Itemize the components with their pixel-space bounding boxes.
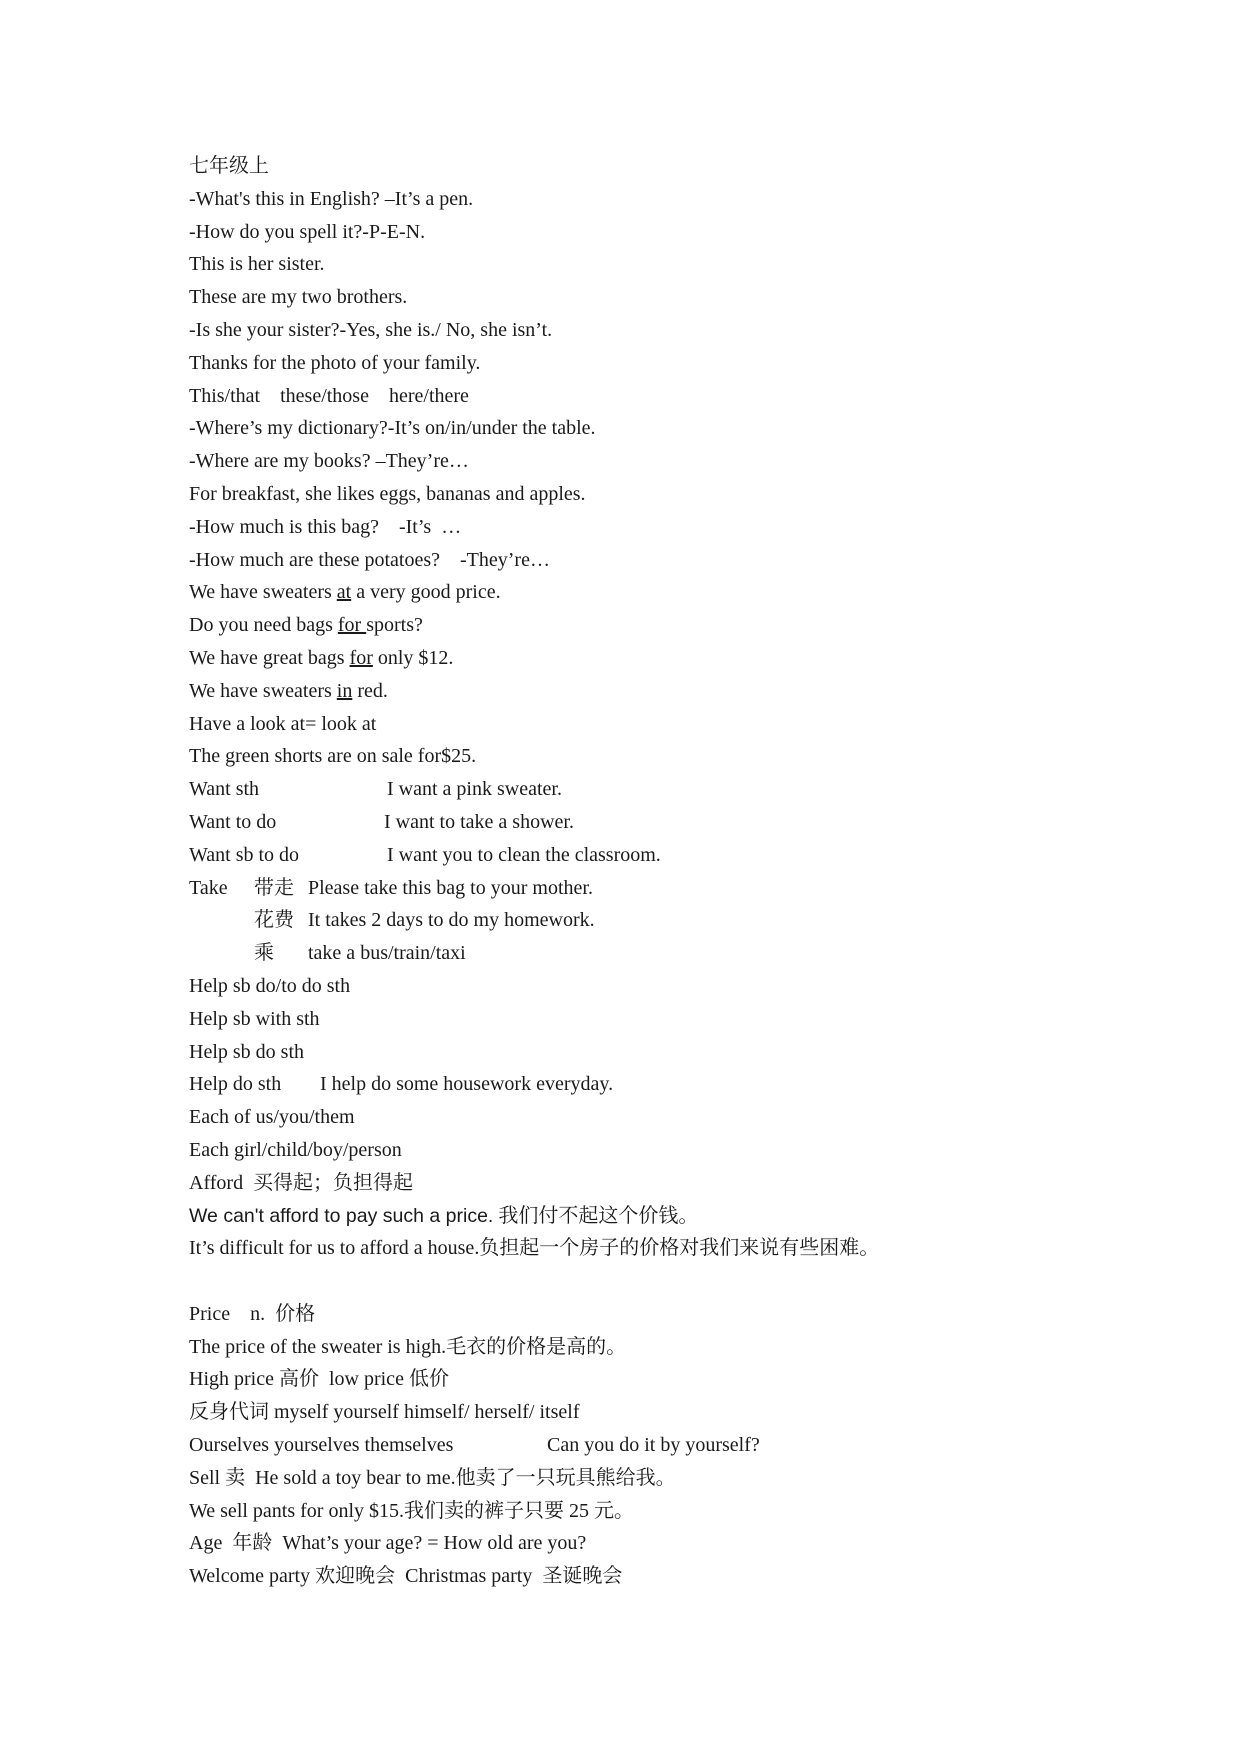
text-span: We have sweaters xyxy=(189,679,337,702)
text-line: These are my two brothers. xyxy=(189,286,408,309)
text-line xyxy=(189,1068,1189,1101)
translation: 我们付不起这个价钱。 xyxy=(493,1204,699,1227)
text-line: High price 高价 low price 低价 xyxy=(189,1368,449,1391)
phrase: Want to do xyxy=(189,810,277,833)
text-line: Welcome party 欢迎晚会 Christmas party 圣诞晚会 xyxy=(189,1565,623,1588)
text-line: Thanks for the photo of your family. xyxy=(189,351,481,374)
text-line: Age 年龄 What’s your age? = How old are you? xyxy=(189,1532,587,1555)
text-line: Help sb do/to do sth xyxy=(189,974,351,997)
text-line xyxy=(189,675,1189,708)
phrase: Take xyxy=(189,876,228,899)
text-line xyxy=(189,904,1189,937)
phrase: Want sb to do xyxy=(189,843,300,866)
example: I help do some housework everyday. xyxy=(320,1073,614,1096)
sans-sentence: We can't afford to pay such a price. xyxy=(189,1204,494,1227)
meaning: 花费 xyxy=(254,909,294,932)
text-line: -Where’s my dictionary?-It’s on/in/under the table. xyxy=(189,417,596,440)
text-line xyxy=(189,1200,1189,1233)
meaning: 乘 xyxy=(254,942,274,965)
text-line: Price n. 价格 xyxy=(189,1302,316,1325)
text-line: -How much are these potatoes? -They’re… xyxy=(189,548,550,571)
text-line: -How much is this bag? -It’s … xyxy=(189,515,462,538)
text-line: We sell pants for only $15.我们卖的裤子只要 25 元。 xyxy=(189,1499,635,1522)
text-span: sports? xyxy=(366,614,423,637)
text-line xyxy=(189,609,1189,642)
text-line: Help sb do sth xyxy=(189,1040,304,1063)
text-span: Do you need bags xyxy=(189,614,338,637)
text-line xyxy=(189,642,1189,675)
text-line: For breakfast, she likes eggs, bananas and apples. xyxy=(189,482,586,505)
text-line: The price of the sweater is high.毛衣的价格是高的。 xyxy=(189,1335,627,1358)
text-line: Help sb with sth xyxy=(189,1007,320,1030)
text-line: -How do you spell it?-P-E-N. xyxy=(189,220,426,243)
text-line xyxy=(189,576,1189,609)
text-line: -What's this in English? –It’s a pen. xyxy=(189,187,474,210)
example: It takes 2 days to do my homework. xyxy=(308,909,595,932)
text-line xyxy=(189,937,1189,970)
text-line: Have a look at= look at xyxy=(189,712,377,735)
text-span: red. xyxy=(352,679,388,702)
phrase: Want sth xyxy=(189,778,260,801)
text-line xyxy=(189,806,1189,839)
underlined-word: for xyxy=(337,614,367,637)
text-line: Each girl/child/boy/person xyxy=(189,1138,402,1161)
example: take a bus/train/taxi xyxy=(308,942,466,965)
text-line: Afford 买得起；负担得起 xyxy=(189,1171,414,1194)
example: Can you do it by yourself? xyxy=(547,1434,760,1457)
text-span: We have sweaters xyxy=(189,581,337,604)
text-line: It’s difficult for us to afford a house.负担起一个房子的价格对我们来说有些困难。 xyxy=(189,1237,880,1260)
text-line: -Where are my books? –They’re… xyxy=(189,450,469,473)
text-line: This/that these/those here/there xyxy=(189,384,469,407)
underlined-word: for xyxy=(349,646,373,669)
underlined-word: in xyxy=(336,679,353,702)
text-line: Each of us/you/them xyxy=(189,1106,355,1129)
text-line xyxy=(189,839,1189,872)
text-span: a very good price. xyxy=(351,581,501,604)
document-page xyxy=(189,150,1189,1593)
text-span: only $12. xyxy=(372,646,454,669)
meaning: 带走 xyxy=(254,876,294,899)
text-line: The green shorts are on sale for$25. xyxy=(189,745,477,768)
text-line xyxy=(189,773,1189,806)
phrase: Ourselves yourselves themselves xyxy=(189,1434,454,1457)
text-line: This is her sister. xyxy=(189,253,325,276)
underlined-word: at xyxy=(336,581,352,604)
phrase: Help do sth xyxy=(189,1073,282,1096)
text-line xyxy=(189,872,1189,905)
text-line: 反身代词 myself yourself himself/ herself/ itself xyxy=(189,1401,580,1424)
example: I want to take a shower. xyxy=(384,810,574,833)
text-span: We have great bags xyxy=(189,646,350,669)
blank-line xyxy=(189,1265,1189,1298)
example: I want you to clean the classroom. xyxy=(387,843,661,866)
example: I want a pink sweater. xyxy=(387,778,562,801)
grade-heading: 七年级上 xyxy=(189,155,269,177)
example: Please take this bag to your mother. xyxy=(308,876,593,899)
text-line: Sell 卖 He sold a toy bear to me.他卖了一只玩具熊给我。 xyxy=(189,1466,676,1489)
text-line: -Is she your sister?-Yes, she is./ No, she isn’t. xyxy=(189,318,553,341)
text-line xyxy=(189,1429,1189,1462)
